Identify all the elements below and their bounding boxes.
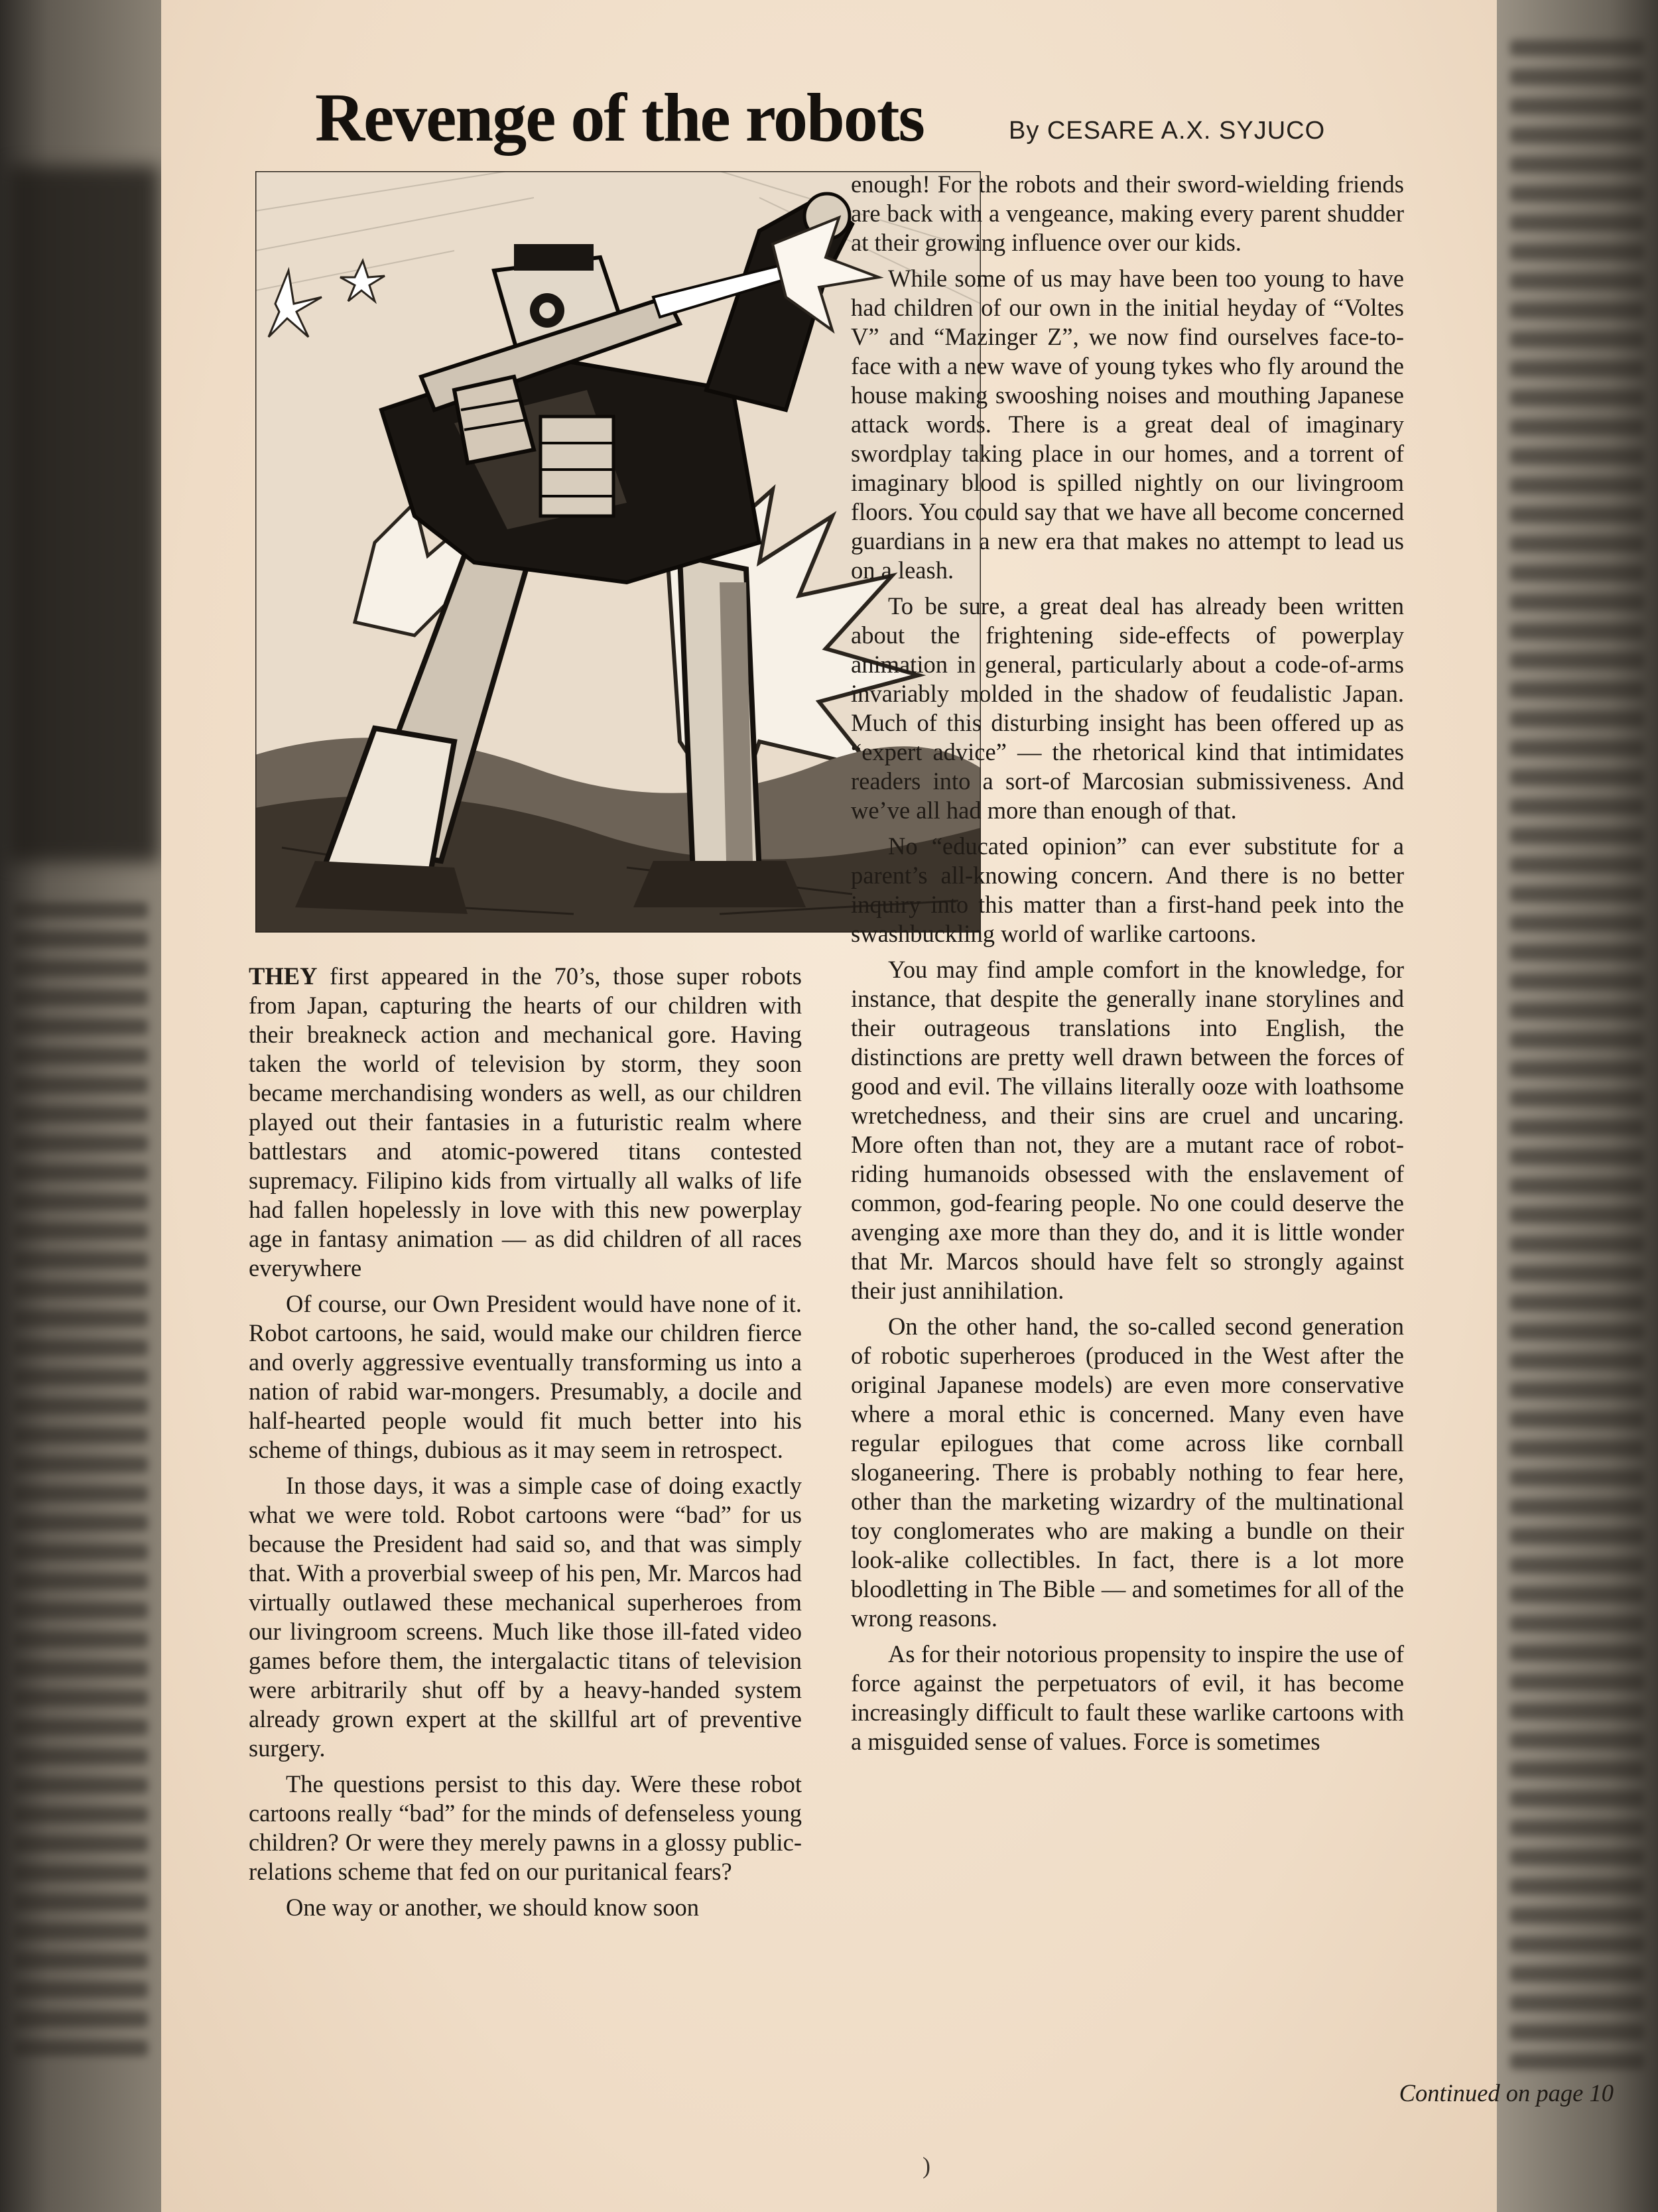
paragraph: THEY first appeared in the 70’s, those super robots from Japan, capturing the hearts of our children with their breakneck action and mechanical gore. Having taken the world of television by storm, they soon became merchandising wonders as well, as our children played out their fantasies in a futuristic realm where battlestars and atomic-powered titans contested supremacy. Filipino kids from virtually all walks of life had fallen hopelessly in love with this new powerplay age in fantasy animation — as did children of all races everywhere <box>249 962 802 1281</box>
paragraph: One way or another, we should know soon <box>286 1894 699 1921</box>
article-column-right <box>851 170 1404 1763</box>
blurred-background-left <box>0 0 161 2212</box>
article-byline: By CESARE A.X. SYJUCO <box>1009 117 1326 145</box>
paragraph: On the other hand, the so-called second generation of robotic superheroes (produced in the West after the original Japanese models) are even more conservative where a moral ethic is concerned. Many even have regular epilogues that come across like cornball sloganeering. There is probably nothing to fear here, other than the marketing wizardry of the multinational toy conglomerates who are making a bundle on their look-alike collectibles. In fact, there is a lot more bloodletting in The Bible — and sometimes for all of the wrong reasons. <box>851 1313 1404 1632</box>
continued-note: Continued on page 10 <box>1399 2079 1614 2107</box>
paragraph: While some of us may have been too young to have had children of our own in the initial heyday of “Voltes V” and “Mazinger Z”, we now find ourselves face-to-face with a new wave of young tykes who fly around the house making swooshing noises and mouthing Japanese attack words. There is a great deal of imaginary swordplay taking place in our homes, and a torrent of imaginary blood is spilled nightly on our livingroom floors. You could say that we have all become concerned guardians in a new era that makes no attempt to lead us on a leash. <box>851 265 1404 584</box>
page-mark: ) <box>923 2152 930 2179</box>
paragraph: In those days, it was a simple case of doing exactly what we were told. Robot cartoons were “bad” for us because the President had said so, and that was simply that. With a proverbial sweep of his pen, Mr. Marcos had virtually outlawed these mechanical superheroes from our livingroom screens. Much like those ill-fated video games before them, the intergalactic titans of television were arbitrarily shut off by a heavy-handed system already grown expert at the skillful art of preventive surgery. <box>249 1472 802 1762</box>
paragraph: Of course, our Own President would have none of it. Robot cartoons, he said, would make our children fierce and overly aggressive eventually transforming us into a nation of rabid war-mongers. Presumably, a docile and half-hearted people would fit much better into his scheme of things, dubious as it may seem in retrospect. <box>249 1290 802 1463</box>
lead-word: THEY <box>249 962 318 990</box>
article-title: Revenge of the robots <box>315 80 924 156</box>
article-column-left <box>249 962 802 1929</box>
paragraph: You may find ample comfort in the knowledge, for instance, that despite the generally inane storylines and their outrageous translations into English, the distinctions are pretty well drawn between the forces of good and evil. The villains literally ooze with loathsome wretchedness, and their sins are cruel and uncaring. More often than not, they are a mutant race of robot-riding humanoids obsessed with the enslavement of common, god-fearing people. No one could deserve the avenging axe more than they do, and it is little wonder that Mr. Marcos should have felt so strongly against their just annihilation. <box>851 956 1404 1304</box>
paragraph: As for their notorious propensity to inspire the use of force against the perpetuators of evil, it has become increasingly difficult to fault these warlike cartoons with a misguided sense of values. Force is sometimes <box>851 1640 1404 1755</box>
paragraph: The questions persist to this day. Were these robot cartoons really “bad” for the minds of defenseless young children? Or were they merely pawns in a glossy public-relations scheme that fed on our puritanical fears? <box>249 1770 802 1885</box>
paragraph: To be sure, a great deal has already been written about the frightening side-effects of powerplay animation in general, particularly about a code-of-arms invariably molded in the shadow of feudalistic Japan. Much of this disturbing insight has been offered up as “expert advice” — the rhetorical kind that intimidates readers into a sort-of Marcosian submissiveness. And we’ve all had more than enough of that. <box>851 592 1404 824</box>
blurred-background-right <box>1497 0 1658 2212</box>
magazine-page <box>161 0 1614 2212</box>
paragraph: enough! For the robots and their sword-wielding friends are back with a vengeance, making every parent shudder at their growing influence over our kids. <box>851 170 1404 256</box>
paragraph: No “educated opinion” can ever substitute for a parent’s all-knowing concern. And there is no better inquiry into this matter than a first-hand peek into the swashbuckling world of warlike cartoons. <box>851 832 1404 947</box>
